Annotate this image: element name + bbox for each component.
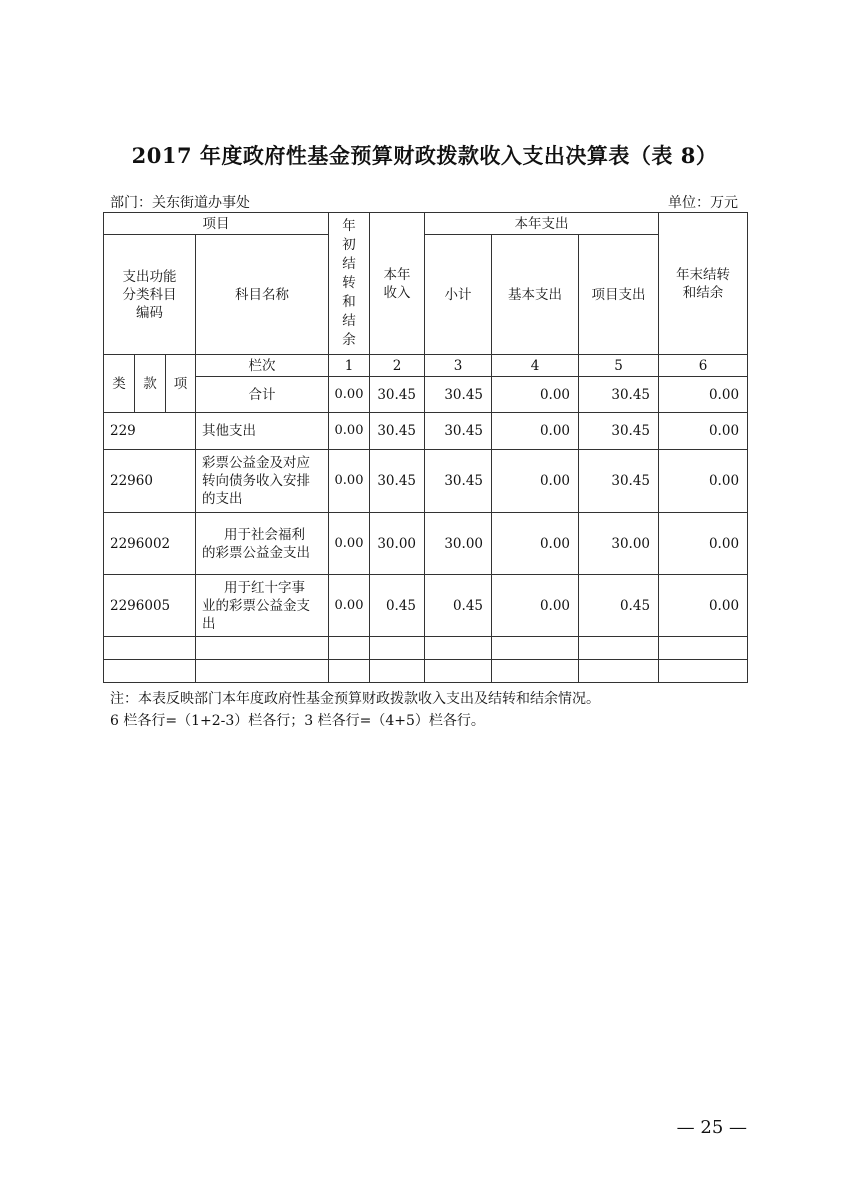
empty-row	[104, 637, 748, 660]
col-num: 2	[370, 355, 425, 377]
header-lei: 类	[104, 355, 135, 413]
cell-value: 0.00	[329, 413, 370, 450]
row-code: 2296005	[104, 575, 196, 637]
cell-value: 0.45	[425, 575, 492, 637]
cell-value: 0.00	[329, 575, 370, 637]
empty-row	[104, 660, 748, 683]
col-num: 4	[492, 355, 579, 377]
row-code: 2296002	[104, 513, 196, 575]
header-income: 本年收入	[370, 213, 425, 355]
cell-value: 30.45	[579, 450, 659, 513]
header-expense: 本年支出	[425, 213, 659, 235]
cell-value: 30.45	[425, 377, 492, 413]
cell-value: 0.00	[492, 377, 579, 413]
cell-value: 30.45	[370, 413, 425, 450]
row-code: 229	[104, 413, 196, 450]
unit-label: 单位：万元	[668, 195, 738, 211]
page-title: 2017 年度政府性基金预算财政拨款收入支出决算表（表 8）	[131, 143, 718, 168]
col-num: 1	[329, 355, 370, 377]
cell-value: 0.00	[329, 450, 370, 513]
col-num: 3	[425, 355, 492, 377]
header-subtotal: 小计	[425, 235, 492, 355]
department-label: 部门：关东街道办事处	[110, 195, 250, 211]
col-num: 5	[579, 355, 659, 377]
cell-value: 0.00	[659, 413, 748, 450]
cell-value: 30.00	[370, 513, 425, 575]
header-func-code: 支出功能分类科目编码	[104, 235, 196, 355]
table-row	[104, 450, 748, 513]
cell-value: 0.00	[492, 513, 579, 575]
header-subject-name: 科目名称	[196, 235, 329, 355]
header-project: 项目	[104, 213, 329, 235]
cell-value: 30.00	[579, 513, 659, 575]
table-row	[104, 413, 748, 450]
cell-value: 0.00	[659, 377, 748, 413]
cell-value: 0.00	[659, 513, 748, 575]
row-name: 彩票公益金及对应转向债务收入安排的支出	[196, 450, 329, 513]
cell-value: 30.45	[425, 450, 492, 513]
cell-value: 0.00	[492, 575, 579, 637]
cell-value: 0.45	[579, 575, 659, 637]
cell-value: 0.00	[492, 413, 579, 450]
row-name: 用于社会福利的彩票公益金支出	[196, 513, 329, 575]
header-basic: 基本支出	[492, 235, 579, 355]
header-ending-balance: 年末结转和结余	[659, 213, 748, 355]
table-formula-note: 6 栏各行=（1+2-3）栏各行；3 栏各行=（4+5）栏各行。	[110, 713, 485, 729]
row-name: 其他支出	[196, 413, 329, 450]
cell-value: 0.45	[370, 575, 425, 637]
cell-value: 0.00	[329, 513, 370, 575]
table-row	[104, 513, 748, 575]
header-xiang: 项	[166, 355, 196, 413]
budget-table	[103, 212, 748, 683]
cell-value: 30.45	[370, 450, 425, 513]
cell-value: 0.00	[659, 575, 748, 637]
cell-value: 30.45	[370, 377, 425, 413]
cell-value: 30.00	[425, 513, 492, 575]
total-row	[104, 377, 748, 413]
table-row	[104, 575, 748, 637]
page-number: — 25 —	[676, 1117, 747, 1138]
cell-value: 30.45	[579, 377, 659, 413]
cell-value: 0.00	[329, 377, 370, 413]
cell-value: 30.45	[579, 413, 659, 450]
col-num: 6	[659, 355, 748, 377]
row-name: 用于红十字事业的彩票公益金支出	[196, 575, 329, 637]
cell-value: 0.00	[492, 450, 579, 513]
header-opening-balance: 年初结转和结余	[329, 213, 370, 355]
header-kuan: 款	[135, 355, 166, 413]
cell-value: 30.45	[425, 413, 492, 450]
total-label: 合计	[196, 377, 329, 413]
column-no-label: 栏次	[196, 355, 329, 377]
row-code: 22960	[104, 450, 196, 513]
header-project-exp: 项目支出	[579, 235, 659, 355]
table-note: 注：本表反映部门本年度政府性基金预算财政拨款收入支出及结转和结余情况。	[110, 691, 600, 707]
cell-value: 0.00	[659, 450, 748, 513]
